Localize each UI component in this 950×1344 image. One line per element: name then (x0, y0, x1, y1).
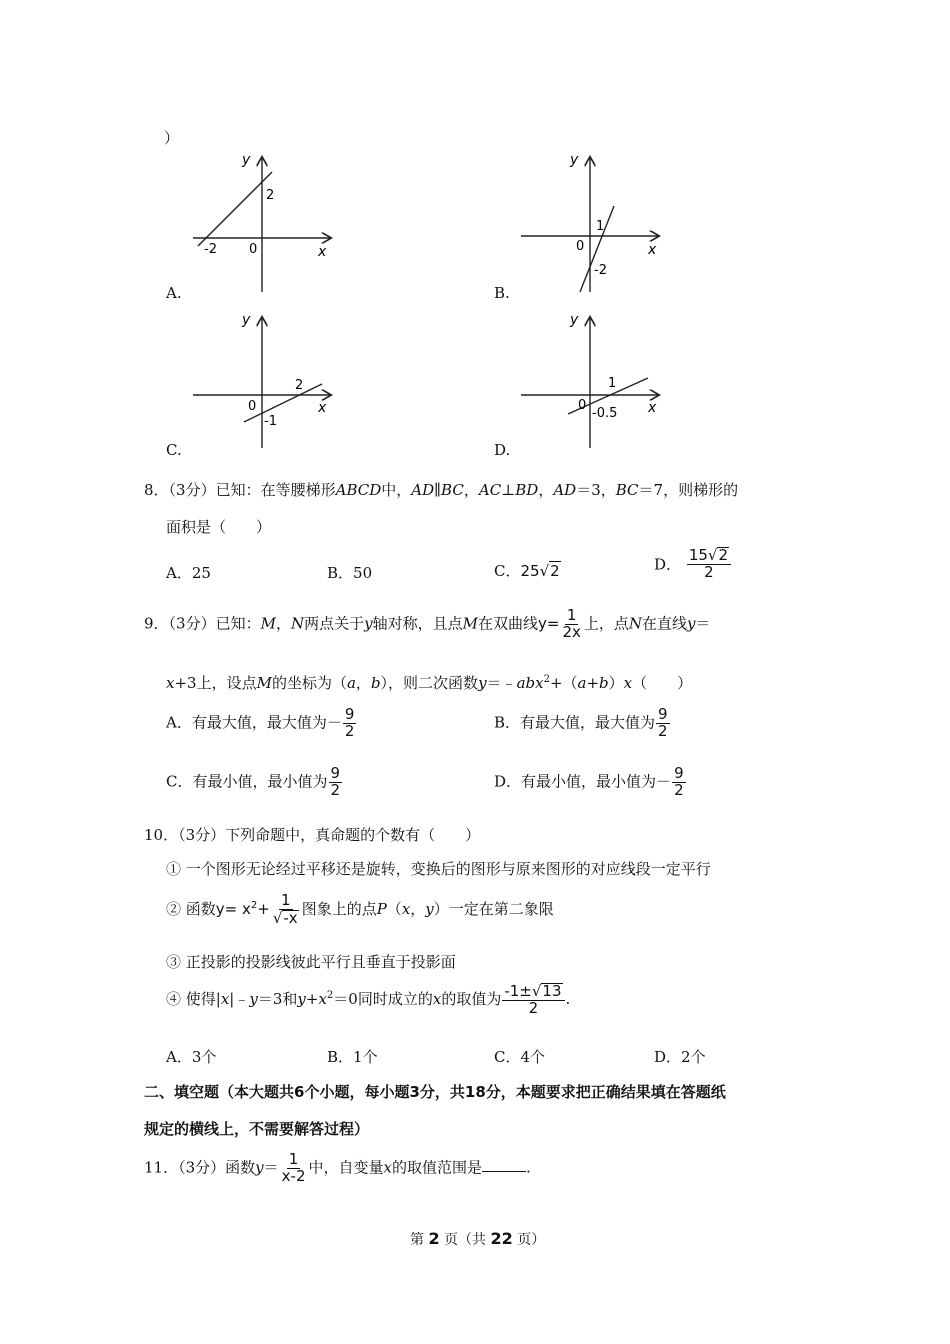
option-c (494, 1046, 545, 1067)
option-label: C． (494, 1048, 521, 1066)
question-text: ， (275, 614, 291, 633)
question-text: 在双曲线 (477, 614, 538, 633)
math-var: P (376, 899, 387, 918)
question-9-line-2 (166, 672, 692, 693)
option-label: D． (494, 772, 522, 791)
option-b (327, 562, 372, 583)
statement-3: ③ 正投影的投影线彼此平行且垂直于投影面 (166, 953, 456, 971)
option-text: 有最大值，最大值为 (191, 713, 327, 732)
question-text: 的坐标为（ (271, 674, 347, 692)
math-var: x (383, 1158, 392, 1177)
option-value: 3个 (191, 1048, 217, 1066)
origin-label: 0 (578, 398, 587, 413)
numerator: 9 (658, 705, 668, 723)
denominator: 2 (704, 562, 714, 581)
y-axis-label: y (570, 152, 579, 168)
numerator: 15 (688, 546, 708, 564)
x-axis-label: x (318, 244, 327, 260)
statement-text: ④ 使得| (166, 989, 221, 1008)
fraction (560, 608, 582, 641)
x-intercept-label: -2 (204, 242, 217, 257)
graph-label-d: D. (494, 441, 511, 459)
question-number: 11． (144, 1158, 179, 1177)
denominator: 2 (674, 780, 684, 799)
question-text: ＝ (695, 614, 711, 633)
x-axis-label: x (318, 400, 327, 416)
question-10-stem (144, 824, 480, 845)
math-var: x (220, 989, 230, 1008)
statement-text: . (565, 989, 571, 1008)
question-text: 在直线 (642, 614, 688, 633)
page-footer (410, 1229, 545, 1249)
denominator: 2 (528, 998, 539, 1017)
math-expr: abx (516, 674, 544, 692)
question-text: 轴对称，且点 (372, 614, 463, 633)
question-text: ＝7，则梯形的 (638, 481, 739, 499)
question-text: 中，自变量 (308, 1158, 384, 1177)
footer-text: 页（共 (444, 1232, 487, 1248)
option-c (494, 560, 561, 581)
math-var: y (478, 674, 487, 692)
statement-text: （ (386, 899, 402, 918)
math-var: y (687, 614, 696, 633)
option-label: B． (327, 1048, 354, 1066)
option-text: 有最小值，最小值为 (192, 772, 328, 791)
statement-text: 的取值为 (441, 989, 502, 1008)
origin-label: 0 (576, 239, 585, 254)
question-11 (144, 1152, 531, 1185)
y-axis-label: y (242, 152, 251, 168)
statement-text: ＝3和 (257, 989, 298, 1008)
statement-text: |﹣ (229, 989, 250, 1008)
question-8-line-1 (144, 479, 738, 500)
fraction: 15√ 2 2 (687, 547, 731, 581)
math-var: y (255, 1158, 264, 1177)
question-text: ＝﹣ (486, 674, 517, 692)
fraction: -1±√ 13 2 (502, 983, 564, 1017)
statement-text: ）一定在第二象限 (433, 899, 554, 918)
numerator: 9 (330, 764, 341, 782)
math-var: N (290, 614, 305, 633)
math-var: BC (615, 481, 639, 499)
radicand: 13 (542, 982, 562, 1000)
question-text: ） (608, 674, 624, 692)
option-label: A． (166, 713, 192, 732)
statement-text: + (305, 989, 319, 1008)
question-text: 函数 (225, 1158, 256, 1177)
fraction (280, 1152, 308, 1185)
math-var: y (249, 989, 258, 1008)
math-var: b (370, 674, 381, 692)
numerator: 1 (288, 1150, 299, 1168)
y-intercept-label: -2 (594, 263, 607, 278)
math-var: M (462, 614, 478, 633)
math-var: y (297, 989, 306, 1008)
origin-label: 0 (249, 242, 258, 257)
statement-2 (166, 893, 554, 927)
math-var: AD (553, 481, 577, 499)
option-label: D． (654, 1048, 682, 1066)
graph-label-b: B. (494, 284, 510, 302)
numerator: 9 (344, 705, 355, 723)
question-score: （3分） (178, 826, 226, 844)
numerator: -1± (504, 982, 532, 1000)
question-text: （ ） (632, 674, 693, 692)
option-b (327, 1046, 378, 1067)
question-9-line-1 (144, 608, 711, 641)
math-expr: AD∥BC (411, 481, 464, 499)
x-intercept-label: 2 (295, 378, 304, 393)
question-text: ），则二次函数 (380, 674, 479, 692)
question-number: 9． (144, 614, 169, 633)
option-a (166, 707, 357, 740)
option-label: C． (494, 562, 521, 580)
math-var: ABCD (335, 481, 382, 499)
y-intercept-label: 1 (608, 376, 617, 391)
option-value: 50 (353, 564, 373, 582)
denominator: x-2 (281, 1166, 306, 1185)
option-a (166, 1046, 216, 1067)
option-label: A． (166, 564, 192, 582)
math-expr: a+b (577, 674, 609, 692)
question-text: +3上，设点 (174, 674, 257, 692)
question-score: （3分） (168, 481, 216, 499)
question-text: . (526, 1158, 531, 1177)
sign: － (656, 772, 672, 791)
denominator: 2x (562, 622, 581, 641)
numerator: 1 (280, 891, 291, 909)
option-label: D． (654, 555, 682, 574)
math-var: x (318, 989, 327, 1008)
question-text: 上，点 (583, 614, 629, 633)
function-line (198, 172, 275, 246)
statement-text: ② 函数 (166, 899, 216, 918)
option-text: 有最小值，最小值为 (521, 772, 657, 791)
question-text: 的取值范围是 (391, 1158, 482, 1177)
question-text: 中， (381, 481, 412, 499)
statement-1: ① 一个图形无论经过平移还是旋转，变换后的图形与原来图形的对应线段一定平行 (166, 860, 711, 878)
footer-text: 页） (517, 1232, 546, 1248)
option-d (654, 547, 732, 581)
graph-option-b (518, 150, 668, 304)
denominator: 2 (344, 721, 355, 740)
option-d (654, 1046, 706, 1067)
sqrt: √ 2 (539, 562, 560, 580)
option-value: 2个 (681, 1048, 706, 1066)
page-number: 2 (428, 1229, 440, 1248)
exponent: 2 (543, 674, 550, 685)
statement-4 (166, 983, 570, 1017)
numerator: 1 (566, 606, 577, 624)
question-text: 已知： (215, 614, 261, 633)
graph-option-c (190, 310, 340, 464)
option-c (166, 766, 343, 799)
graph-label-a: A. (166, 284, 182, 302)
math-var: y (425, 899, 434, 918)
question-score: （3分） (178, 1158, 226, 1177)
question-text: ， (538, 481, 554, 499)
exponent: 2 (250, 899, 258, 911)
option-label: C． (166, 772, 193, 791)
question-text: ， (355, 674, 371, 692)
option-value: 1个 (353, 1048, 378, 1066)
question-8-line-2: 面积是（ ） (166, 518, 272, 536)
option-label: A． (166, 1048, 192, 1066)
fraction (329, 766, 343, 799)
statement-text: ＝0同时成立的 (333, 989, 433, 1008)
graph-label-c: C. (166, 441, 182, 459)
fraction (343, 707, 357, 740)
denominator: 2 (330, 780, 341, 799)
statement-text: ， (410, 899, 426, 918)
question-text: ＝3， (576, 481, 616, 499)
math-var: x (432, 989, 442, 1008)
question-number: 8． (144, 481, 169, 499)
sign: － (326, 713, 342, 732)
graph-option-d (518, 310, 668, 464)
question-text: 两点关于 (304, 614, 365, 633)
x-intercept-label: 1 (596, 219, 605, 234)
option-b (494, 707, 671, 740)
y-intercept-label: -1 (264, 414, 277, 429)
y-intercept-label: 2 (266, 188, 275, 203)
option-value: 4个 (520, 1048, 546, 1066)
origin-label: 0 (248, 399, 257, 414)
math-var: M (256, 674, 272, 692)
math-var: a (346, 674, 356, 692)
y-axis-label: y (242, 312, 251, 328)
question-text: 已知：在等腰梯形 (215, 481, 336, 499)
option-label: B． (494, 713, 521, 732)
exponent: 2 (326, 989, 334, 1001)
x-intercept-label: -0.5 (592, 406, 618, 421)
math-expr: y= (538, 614, 560, 633)
radicand: 2 (550, 562, 560, 580)
y-axis-label: y (570, 312, 579, 328)
math-coef: 25 (520, 562, 540, 580)
question-text: +（ (549, 674, 578, 692)
math-op: + (257, 899, 270, 918)
total-pages: 22 (490, 1229, 513, 1248)
question-score: （3分） (168, 614, 216, 633)
math-expr: y= x (215, 899, 251, 918)
graph-option-a (190, 150, 340, 304)
option-text: 有最大值，最大值为 (520, 713, 656, 732)
math-var: x (401, 899, 411, 918)
option-d (494, 766, 687, 799)
x-axis-label: x (648, 242, 657, 258)
statement-text: 图象上的点 (301, 899, 377, 918)
fraction (656, 707, 670, 740)
denominator: 2 (658, 721, 668, 740)
math-var: M (260, 614, 276, 633)
math-var: x (623, 674, 633, 692)
section-heading-line-2: 规定的横线上，不需要解答过程） (144, 1120, 370, 1138)
fraction (672, 766, 686, 799)
option-label: B． (327, 564, 354, 582)
section-heading-line-1: 二、填空题（本大题共6个小题，每小题3分，共18分，本题要求把正确结果填在答题纸 (144, 1083, 726, 1101)
option-a (166, 562, 211, 583)
math-var: N (628, 614, 643, 633)
footer-text: 第 (410, 1232, 424, 1248)
radicand: 2 (718, 546, 729, 564)
numerator: 9 (674, 764, 684, 782)
question-number: 10． (144, 826, 179, 844)
math-expr: AC⊥BD (478, 481, 539, 499)
radicand: -x (283, 908, 298, 927)
question-continuation: ） (164, 129, 180, 147)
x-axis-label: x (648, 400, 657, 416)
math-var: x (166, 674, 175, 692)
fraction: 1 √ -x (272, 891, 298, 927)
answer-blank[interactable] (482, 1157, 526, 1172)
question-text: ， (463, 481, 479, 499)
question-text: ＝ (263, 1158, 279, 1177)
option-value: 25 (191, 564, 211, 582)
math-var: y (364, 614, 373, 633)
question-text: 下列命题中，真命题的个数有（ ） (225, 826, 481, 844)
